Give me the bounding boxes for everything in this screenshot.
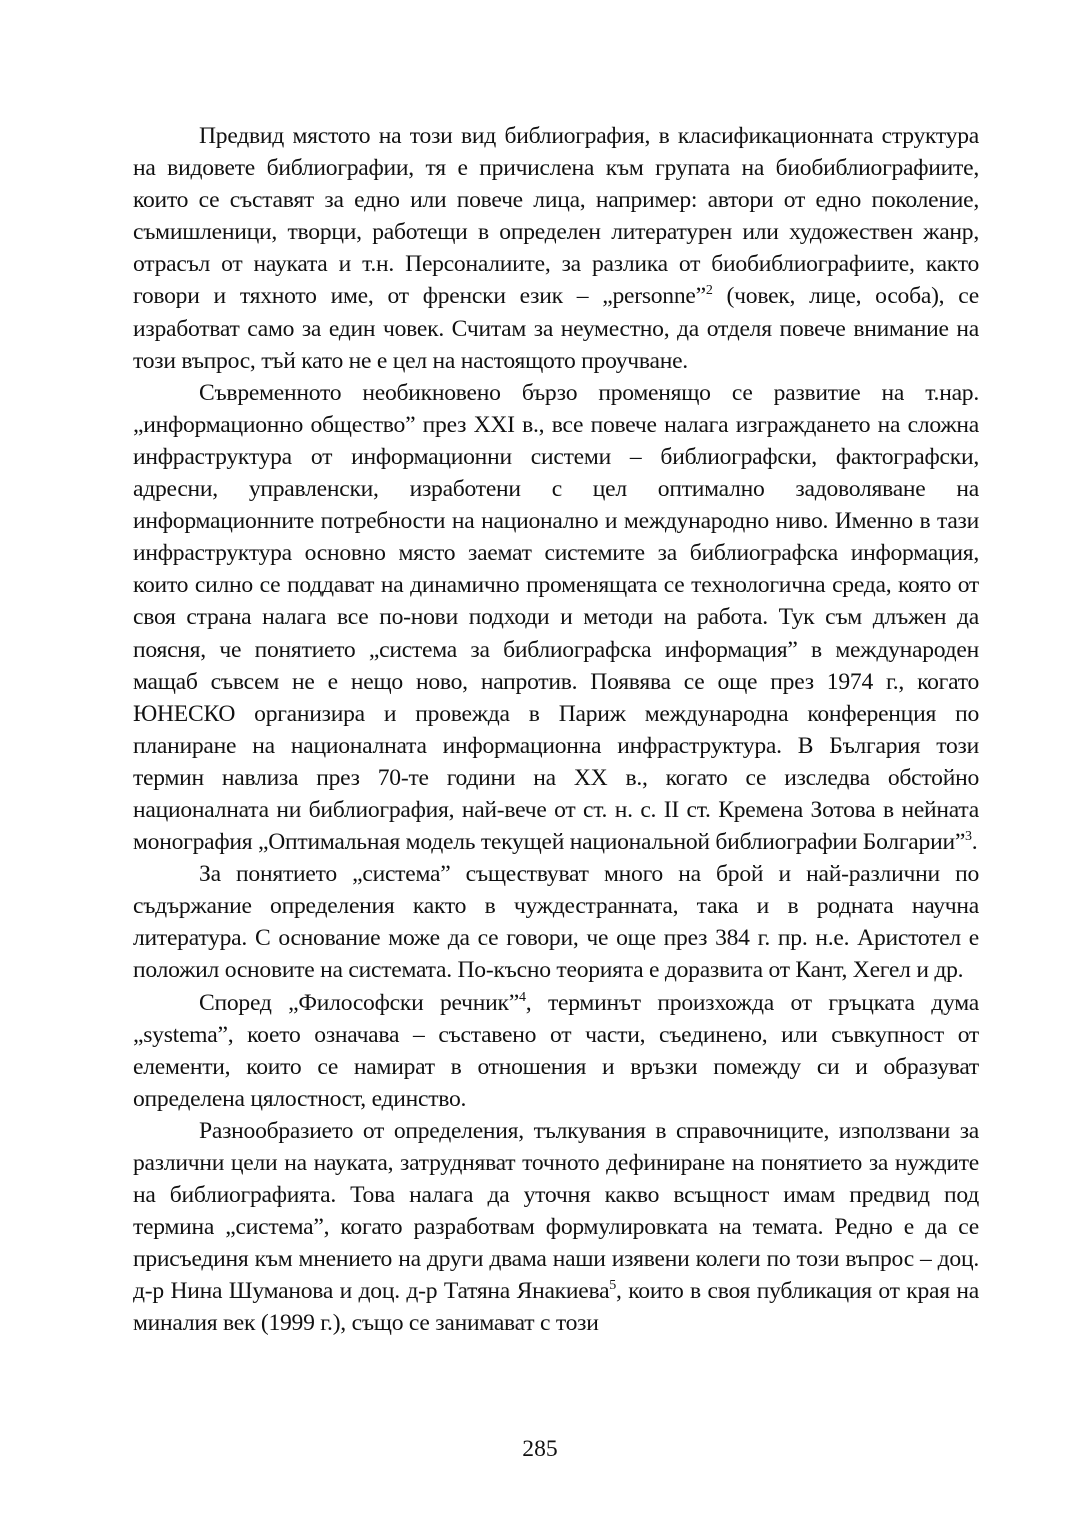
footnote-ref-2: 2 [705,283,713,299]
paragraph-2 [133,377,979,858]
paragraph-text: За понятието „система” съществуват много на брой и най-различни по съдържание определения както в чуждестранната, така и в родната научна литература. С основание може да се говори, че още през 384 г. пр. н.е. Аристотел е положил основите на системата. По-късно теорията е доразвита от Кант, Хегел и др. [133,861,979,984]
paragraph-text: Предвид мястото на този вид библиография, в класификационната структура на видовете библиографии, тя е причислена към групата на биобиблиографиите, които се съставят за едно или повече лица, например: автори от едно поколение, съмишленици, творци, работещи в определен литературен или художествен жанр, отрасъл от науката и т.н. Персоналиите, за разлика от биобиблиографиите, както говори и тяхното име, от френски език – „personne” [133,123,979,310]
paragraph-5 [133,1115,979,1340]
paragraph-text: Съвременното необикновено бързо променящо се развитие на т.нар. „информационно общество” през XXI в., все повече налага изграждането на сложна инфраструктура от информационни системи – библиографски, фактографски, адресни, управленски, изработени с цел оптимално задоволяване на информационните потребности на национално и международно ниво. Именно в тази инфраструктура основно място заемат системите за библиографска информация, които силно се поддават на динамично променящата се технологична среда, която от своя страна налага все по-нови подходи и методи на работа. Тук съм длъжен да поясня, че понятието „система за библиографска информация” в международен мащаб съвсем не е нещо ново, напротив. Появява се още през 1974 г., когато ЮНЕСКО организира и провежда в Париж международна конференция по планиране на националната информационна инфраструктура. В България този термин навлиза през 70-те години на XX в., когато се изследва обстойно националната ни библиография, най-вече от ст. н. с. II ст. Кремена Зотова в нейната монография „Оптимальная модель текущей национальной библиографии Болгарии” [133,379,979,856]
paragraph-text: Разнообразието от определения, тълкувания в справочниците, използвани за различни цели на науката, затрудняват точното дефиниране на понятието за нуждите на библиографията. Това налага да уточня какво всъщност имам предвид под термина „система”, когато разработвам формулировката на темата. Редно е да се присъединя към мнението на други двама наши изявени колеги по този въпрос – доц. д-р Нина Шуманова и доц. д-р Татяна Янакиева [133,1117,979,1305]
footnote-ref-5: 5 [609,1278,617,1294]
paragraph-4 [133,987,979,1115]
paragraph-text-after: , терминът произхожда от гръцката дума „systema”, което означава – съставено от части, съединено, или съвкупност от елементи, които се намират в отношения и връзки помежду си и образуват определена цялостност, единство. [133,989,979,1112]
footnote-ref-3: 3 [965,829,972,845]
paragraph-1 [133,120,979,377]
body-text [133,120,979,1340]
paragraph-text-after: , които в своя публикация от края на миналия век (1999 г.), също се занимават с този [133,1278,979,1337]
paragraph-3 [133,858,979,986]
paragraph-text-after: (човек, лице, особа), се изработват само за един човек. Считам за неуместно, да отделя повече внимание на този въпрос, тъй като не е цел на настоящото проучване. [133,283,979,374]
footnote-ref-4: 4 [518,989,526,1005]
page-number: 285 [522,1436,558,1462]
paragraph-text: Според „Философски речник” [199,989,519,1016]
paragraph-text-after: . [971,829,978,856]
